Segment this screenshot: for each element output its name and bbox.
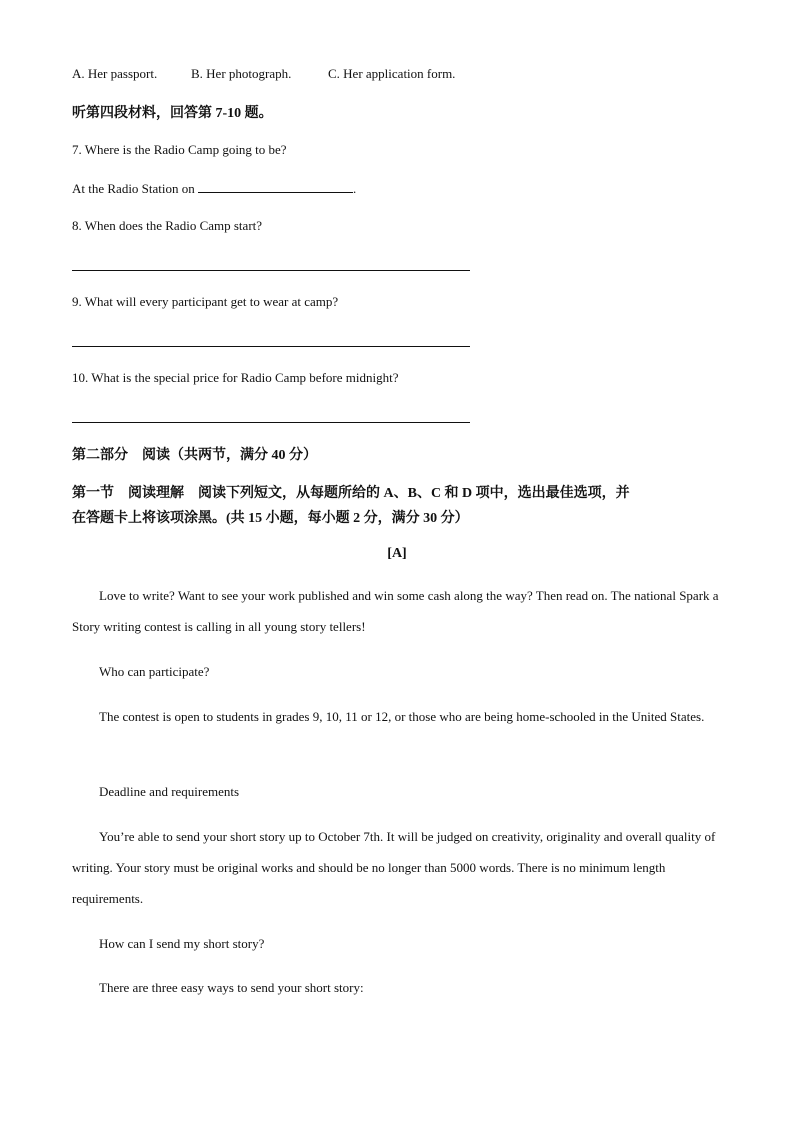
section4-heading: 听第四段材料，回答第 7-10 题。 bbox=[72, 106, 273, 121]
question-7: 7. Where is the Radio Camp going to be? bbox=[72, 142, 287, 157]
passage-paragraph-4: There are three easy ways to send your short story: bbox=[99, 980, 364, 995]
answer-9-blank[interactable] bbox=[72, 346, 470, 347]
passage-paragraph-1: Love to write? Want to see your work published and win some cash along the way? Then read on. The national Spark a Story writing contest is calling in all young story tellers! bbox=[72, 588, 719, 634]
section1-heading-line1: 第一节 阅读理解 阅读下列短文，从每题所给的 A、B、C 和 D 项中，选出最佳选项，并 bbox=[72, 486, 630, 501]
passage-subheading-how: How can I send my short story? bbox=[99, 936, 265, 951]
passage-subheading-deadline: Deadline and requirements bbox=[99, 784, 240, 799]
passage-label: [A] bbox=[387, 546, 407, 561]
question-10: 10. What is the special price for Radio Camp before midnight? bbox=[72, 370, 399, 385]
answer-7-blank[interactable] bbox=[198, 180, 353, 193]
part2-heading: 第二部分 阅读（共两节，满分 40 分） bbox=[72, 448, 317, 463]
question-9: 9. What will every participant get to wear at camp? bbox=[72, 294, 339, 309]
answer-7-line bbox=[72, 180, 356, 197]
option-a: A. Her passport. bbox=[72, 66, 158, 81]
passage-paragraph-3: You’re able to send your short story up to October 7th. It will be judged on creativity, originality and overall quality of writing. Your story must be original works and should be no longer than 5000 words. There is no minimum length requirements. bbox=[72, 829, 716, 906]
passage-paragraph-2: The contest is open to students in grades 9, 10, 11 or 12, or those who are being home-schooled in the United States. bbox=[99, 709, 705, 724]
answer-7-prefix: At the Radio Station on bbox=[72, 181, 195, 196]
question-8: 8. When does the Radio Camp start? bbox=[72, 218, 263, 233]
answer-7-suffix: . bbox=[353, 181, 357, 196]
section1-heading-line2: 在答题卡上将该项涂黑。(共 15 小题，每小题 2 分，满分 30 分） bbox=[72, 511, 469, 526]
option-c: C. Her application form. bbox=[328, 66, 456, 81]
passage-subheading-who: Who can participate? bbox=[99, 664, 210, 679]
answer-10-blank[interactable] bbox=[72, 422, 470, 423]
answer-8-blank[interactable] bbox=[72, 270, 470, 271]
option-b: B. Her photograph. bbox=[191, 66, 292, 81]
